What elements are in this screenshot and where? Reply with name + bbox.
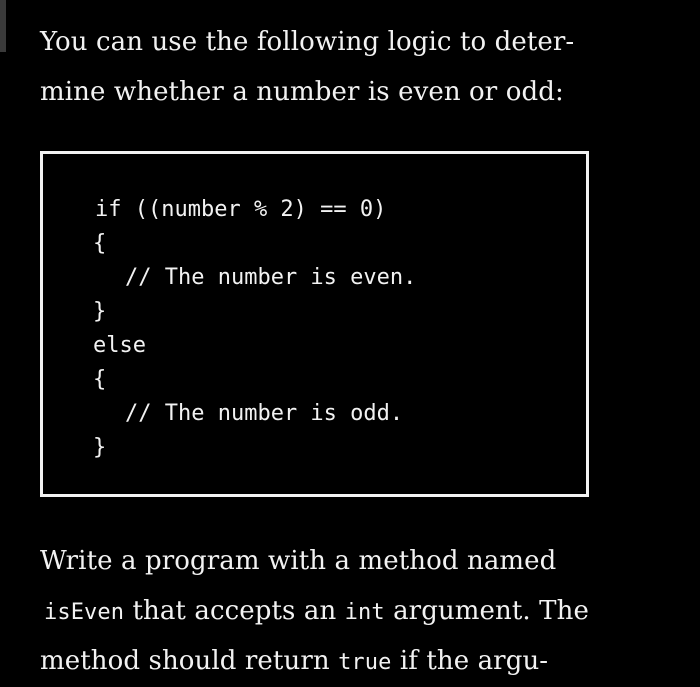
code-line-comment-even: // The number is even. [125, 265, 417, 290]
task-line-2-text-a: that accepts an [124, 596, 345, 626]
intro-line-2: mine whether a number is even or odd: [40, 77, 564, 107]
code-true: true [338, 650, 392, 675]
code-line-if: if ((number % 2) == 0) [95, 197, 387, 222]
code-line-else: else [93, 333, 146, 358]
code-line-close-brace-2: } [93, 435, 107, 460]
left-edge-bar [0, 0, 6, 52]
task-line-1: Write a program with a method named [40, 546, 557, 576]
code-line-open-brace-1: { [93, 231, 107, 256]
code-line-close-brace-1: } [93, 299, 107, 324]
task-line-2-text-b: argument. The [384, 596, 589, 626]
code-line-open-brace-2: { [93, 367, 107, 392]
intro-line-1: You can use the following logic to deter- [40, 27, 575, 57]
code-line-comment-odd: // The number is odd. [125, 401, 404, 426]
code-isEven: isEven [44, 600, 125, 625]
task-line-3-text-a: method should return [40, 646, 339, 676]
code-block [40, 151, 589, 497]
code-int: int [344, 600, 385, 625]
task-line-3 [40, 646, 548, 678]
task-line-2 [44, 596, 589, 628]
task-line-3-text-b: if the argu- [391, 646, 549, 676]
